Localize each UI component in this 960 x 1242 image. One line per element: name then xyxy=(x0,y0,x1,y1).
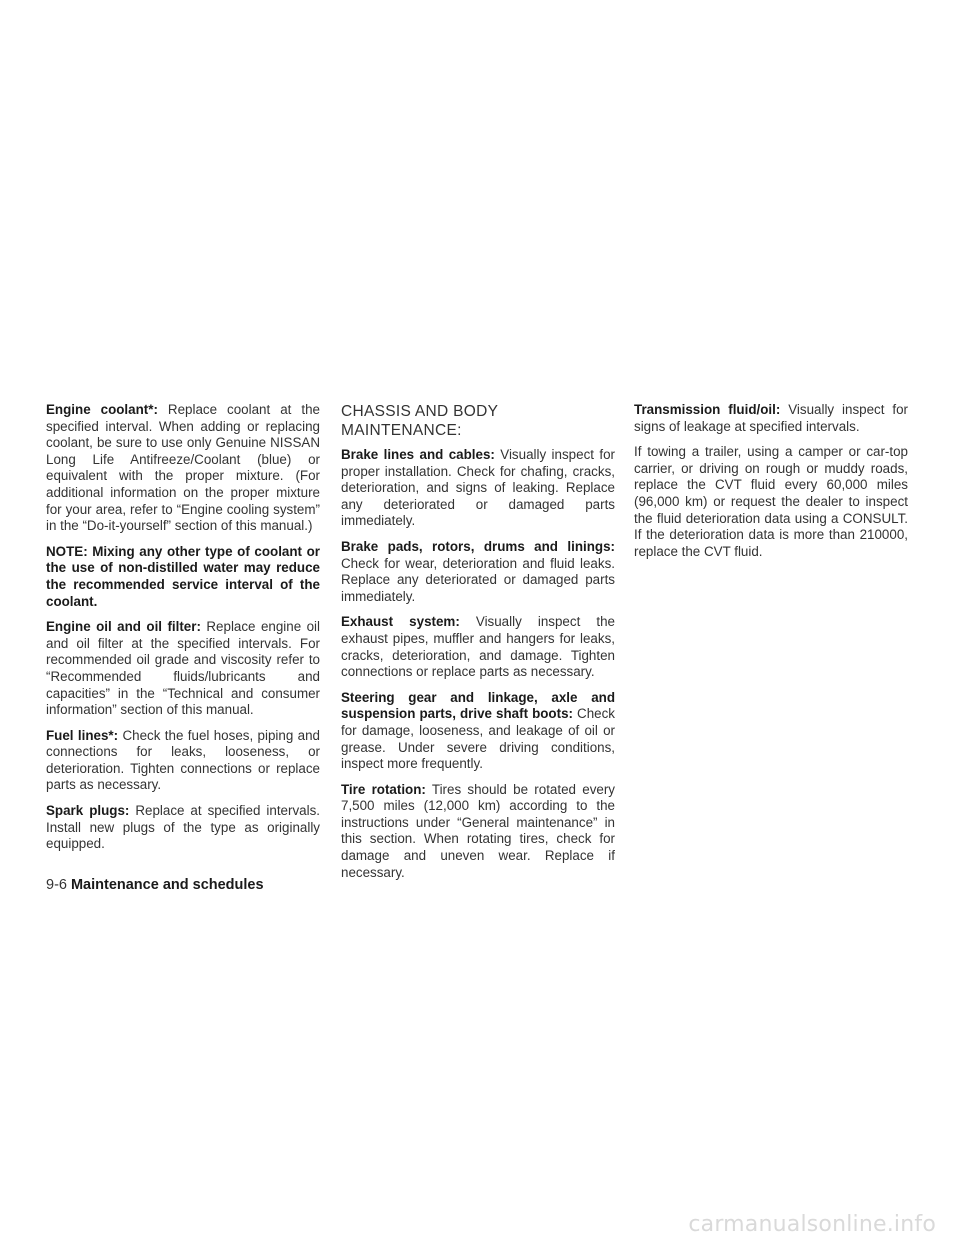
section-title: Maintenance and schedules xyxy=(70,877,264,893)
transmission-fluid-paragraph xyxy=(634,402,908,435)
transmission-fluid-label: Transmission fluid/oil: xyxy=(634,402,781,417)
engine-coolant-label: Engine coolant*: xyxy=(46,402,158,417)
spark-plugs-paragraph xyxy=(46,803,320,853)
exhaust-label: Exhaust system: xyxy=(341,614,460,630)
watermark: carmanualsonline.info xyxy=(688,1212,936,1237)
column-right xyxy=(634,402,908,569)
column-middle xyxy=(341,402,615,890)
engine-oil-paragraph xyxy=(46,619,320,719)
brake-pads-text: Check for wear, deterioration and fluid leaks. Replace any deteriorated or damaged parts immediately. xyxy=(341,555,615,604)
engine-coolant-text: Replace coolant at the specified interval. When adding or replacing coolant, be sure to use only Genuine NISSAN Long Life Antifreeze/Coolant (blue) or equivalent with the proper mixture. (For additional information on the proper mixture for your area, refer to “Engine cooling system” in the “Do-it-yourself” section of this manual.) xyxy=(46,402,320,534)
chassis-body-heading: CHASSIS AND BODY MAINTENANCE: xyxy=(341,403,498,439)
coolant-note: NOTE: Mixing any other type of coolant or the use of non-distilled water may reduce the recommended service interval of the coolant. xyxy=(46,543,320,609)
tire-rotation-label: Tire rotation: xyxy=(341,781,426,797)
brake-pads-label: Brake pads, rotors, drums and linings: xyxy=(341,538,615,554)
tire-rotation-text: Tires should be rotated every 7,500 miles (12,000 km) according to the instructions under “General maintenance” in this section. When rotating tires, check for damage and uneven wear. Replace if necessary. xyxy=(341,781,615,880)
fuel-lines-text: Check the fuel hoses, piping and connections for leaks, looseness, or deterioration. Tighten connections or replace parts as necessary. xyxy=(46,727,321,793)
steering-paragraph xyxy=(341,690,615,773)
spark-plugs-text: Replace at specified intervals. Install new plugs of the type as originally equipped. xyxy=(46,803,320,852)
steering-label: Steering gear and linkage, axle and suspension parts, drive shaft boots: xyxy=(341,689,615,722)
engine-oil-label: Engine oil and oil filter: xyxy=(46,619,201,635)
brake-pads-paragraph xyxy=(341,539,615,605)
brake-lines-label: Brake lines and cables: xyxy=(341,447,495,462)
tire-rotation-paragraph xyxy=(341,782,615,882)
fuel-lines-paragraph xyxy=(46,728,320,794)
brake-lines-text: Visually inspect for proper installation. Check for chafing, cracks, deterioration, and signs of leaking. Replace any deteriorated or damaged parts immediately. xyxy=(341,447,615,529)
page-footer xyxy=(46,877,264,893)
towing-paragraph: If towing a trailer, using a camper or car-top carrier, or driving on rough or muddy roads, replace the CVT fluid every 60,000 miles (96,000 km) or request the dealer to inspect the fluid deterioration data using a CONSULT. If the deterioration data is more than 210000, replace the CVT fluid. xyxy=(634,444,908,559)
exhaust-paragraph xyxy=(341,614,615,680)
spark-plugs-label: Spark plugs: xyxy=(46,803,130,819)
exhaust-text: Visually inspect the exhaust pipes, muffler and hangers for leaks, cracks, deterioration, and damage. Tighten connections or replace parts as necessary. xyxy=(341,614,615,680)
steering-text: Check for damage, looseness, and leakage of oil or grease. Under severe driving conditions, inspect more frequently. xyxy=(341,706,615,772)
column-left xyxy=(46,402,320,862)
transmission-fluid-text: Visually inspect for signs of leakage at specified intervals. xyxy=(634,402,908,434)
engine-coolant-paragraph xyxy=(46,402,320,535)
page-number: 9-6 xyxy=(46,877,67,893)
engine-oil-text: Replace engine oil and oil filter at the specified intervals. For recommended oil grade and viscosity refer to “Recommended fluids/lubricants and capacities” in the “Technical and consumer information” section of this manual. xyxy=(46,619,320,718)
fuel-lines-label: Fuel lines*: xyxy=(46,727,119,743)
brake-lines-paragraph xyxy=(341,447,615,530)
